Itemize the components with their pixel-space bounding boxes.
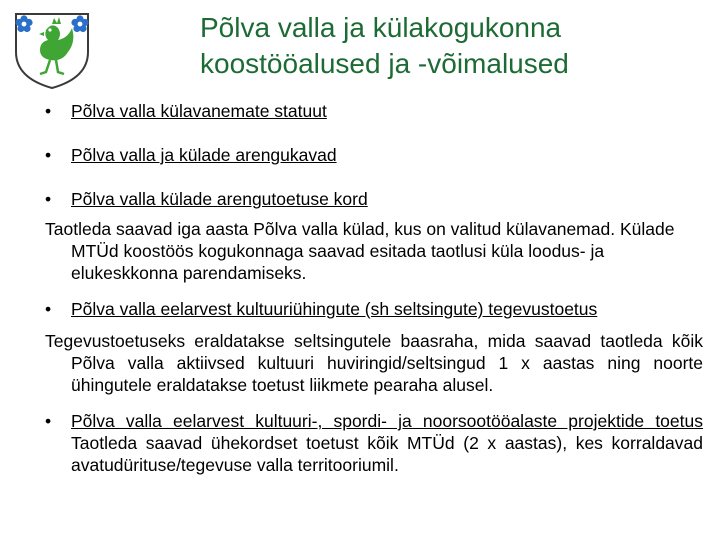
culture-support-link[interactable]: Põlva valla eelarvest kultuuriühingute (sh seltsingute) tegevustoetus [71, 299, 598, 319]
title-line-1: Põlva valla ja külakogukonna [200, 12, 562, 43]
statute-link[interactable]: Põlva valla külavanemate statuut [71, 101, 327, 121]
development-plans-link[interactable]: Põlva valla ja külade arengukavad [71, 145, 337, 165]
project-support-text: Taotleda saavad ühekordset toetust kõik MTÜd (2 x aastas), kes korraldavad avatudürituse/tegevuse valla territooriumil. [71, 433, 703, 475]
content-body [45, 100, 703, 476]
list-item [45, 188, 703, 210]
bullet-icon: • [45, 145, 52, 165]
paragraph-activity-support: Tegevustoetuseks eraldatakse seltsingutele baasraha, mida saavad taotleda kõik Põlva valla aktiivsed kultuuri huviringid/seltsingud 1 x aastas ning noorte ühingutele eraldatakse toetust liikmete pearaha alusel. [45, 331, 703, 395]
support-procedure-link[interactable]: Põlva valla külade arengutoetuse kord [71, 189, 368, 209]
page-title [200, 10, 680, 82]
list-item [45, 410, 703, 476]
bullet-icon: • [45, 411, 52, 431]
project-support-link[interactable]: Põlva valla eelarvest kultuuri-, spordi- ja noorsootööalaste projektide toetus [71, 411, 703, 431]
bullet-icon: • [45, 189, 52, 209]
list-item [45, 100, 703, 122]
title-line-2: koostööalused ja -võimalused [200, 48, 569, 79]
paragraph-villages: Taotleda saavad iga aasta Põlva valla külad, kus on valitud külavanemad. Külade MTÜd koostöös kogukonnaga saavad esitada taotlusi küla loodus- ja elukeskkonna parendamiseks. [45, 219, 675, 283]
list-item [45, 144, 703, 166]
list-item [45, 298, 703, 320]
coat-of-arms-icon [6, 8, 98, 90]
bullet-icon: • [45, 101, 52, 121]
bullet-icon: • [45, 299, 52, 319]
